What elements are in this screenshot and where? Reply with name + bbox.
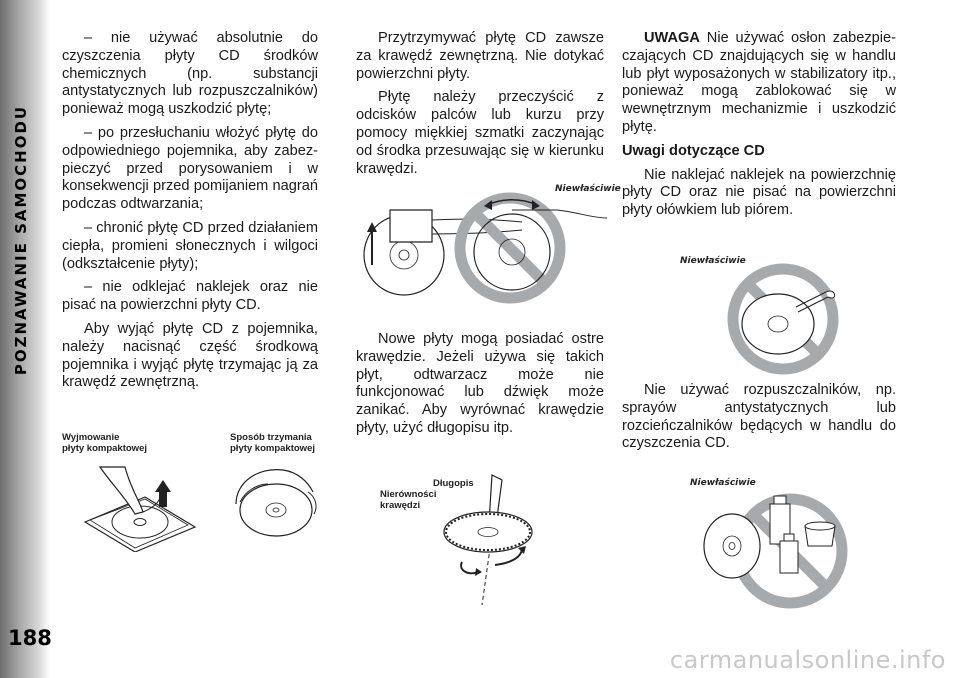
column-middle-lower bbox=[356, 331, 604, 444]
paragraph: Nie naklejać naklejek na powierzchnię płyty CD oraz nie pisać na powierzchni płyty ołówkiem lub piórem. bbox=[622, 166, 896, 219]
page-number: 188 bbox=[8, 626, 52, 650]
smooth-edge-illustration bbox=[420, 470, 540, 610]
paragraph: – chronić płytę CD przed działaniem ciepła, promieni słonecznych i wilgoci (odkształcenie płyty); bbox=[62, 219, 318, 272]
label-wrong: Niewłaściwie bbox=[555, 184, 621, 194]
paragraph: – nie odklejać naklejek oraz nie pisać na powierzchni płyty CD. bbox=[62, 279, 318, 314]
caption-line: krawędzi bbox=[380, 500, 421, 511]
paragraph: Przytrzymywać płytę CD zawsze za krawędź zewnętrzną. Nie dotykać powierzchni płyty. bbox=[356, 30, 604, 82]
paragraph: – po przesłuchaniu włożyć płytę do odpowiedniego pojemnika, aby zabezpieczyć przed porysowaniem i w konsekwencji przed pomijaniem nagrań podczas odtwarzania; bbox=[62, 124, 318, 213]
rotate-arrow-icon bbox=[475, 568, 482, 576]
caption-remove-cd bbox=[62, 432, 147, 454]
label-pen: Długopis bbox=[433, 478, 474, 489]
warning-label: UWAGA bbox=[644, 30, 700, 46]
column-right bbox=[622, 30, 896, 226]
watermark: carmanualsonline.info bbox=[669, 646, 946, 674]
column-left bbox=[62, 30, 318, 398]
caption-line: Sposób trzymania bbox=[230, 432, 312, 443]
label-wrong: Niewłaściwie bbox=[680, 256, 746, 266]
section-title-text: POZNAWANIE SAMOCHODU bbox=[12, 104, 30, 376]
caption-hold-cd bbox=[230, 432, 315, 454]
caption-line: płyty kompaktowej bbox=[230, 443, 315, 454]
paragraph: Płytę należy przeczyścić z odcisków palców lub kurzu przy pomocy miękkiej szmatki zaczynając od środka przesuwając się w kierunku krawędzi. bbox=[356, 89, 604, 177]
section-title bbox=[8, 30, 34, 450]
remove-cd-illustration bbox=[80, 462, 200, 552]
write-on-cd-illustration bbox=[726, 262, 841, 377]
column-right-lower bbox=[622, 382, 896, 459]
paragraph: Nowe płyty mogą posiadać ostre krawędzie. Jeżeli używa się takich płyt, odtwarzacz może nie funkcjonować lub dźwięk może zanikać. Aby wyrównać krawędzie płyty, użyć długopisu itp. bbox=[356, 331, 604, 436]
warning-paragraph bbox=[622, 30, 896, 137]
wipe-cd-illustration bbox=[362, 190, 614, 305]
hold-cd-illustration bbox=[228, 462, 328, 542]
warning-text: Nie używać osłon zabezpieczających CD znajdujących się w handlu lub płyt wyposażonych w stabilizatory itp., ponieważ mogą zablokować się w wewnętrznym mechanizmie i uszkodzić płytę. bbox=[622, 30, 896, 135]
section-heading: Uwagi dotyczące CD bbox=[622, 142, 765, 159]
solvents-illustration bbox=[700, 486, 850, 611]
caption-line: Nierówności bbox=[380, 489, 437, 500]
paragraph: – nie używać absolutnie do czyszczenia płyty CD środków chemicznych (np. substancji antystatycznych lub rozpuszczalników) ponieważ mogą uszkodzić płytę; bbox=[62, 30, 318, 118]
caption-line: płyty kompaktowej bbox=[62, 443, 147, 454]
paragraph: Aby wyjąć płytę CD z pojemnika, należy nacisnąć część środkową pojemnika i wyjąć płytę trzymając ją za krawędź zewnętrzną. bbox=[62, 320, 318, 391]
column-middle bbox=[356, 30, 604, 184]
label-wrong: Niewłaściwie bbox=[690, 478, 756, 488]
caption-line: Wyjmowanie bbox=[62, 432, 120, 443]
paragraph: Nie używać rozpuszczalników, np. sprayów antystatycznych lub rozcieńczalników będących w handlu do czyszczenia CD. bbox=[622, 382, 896, 452]
